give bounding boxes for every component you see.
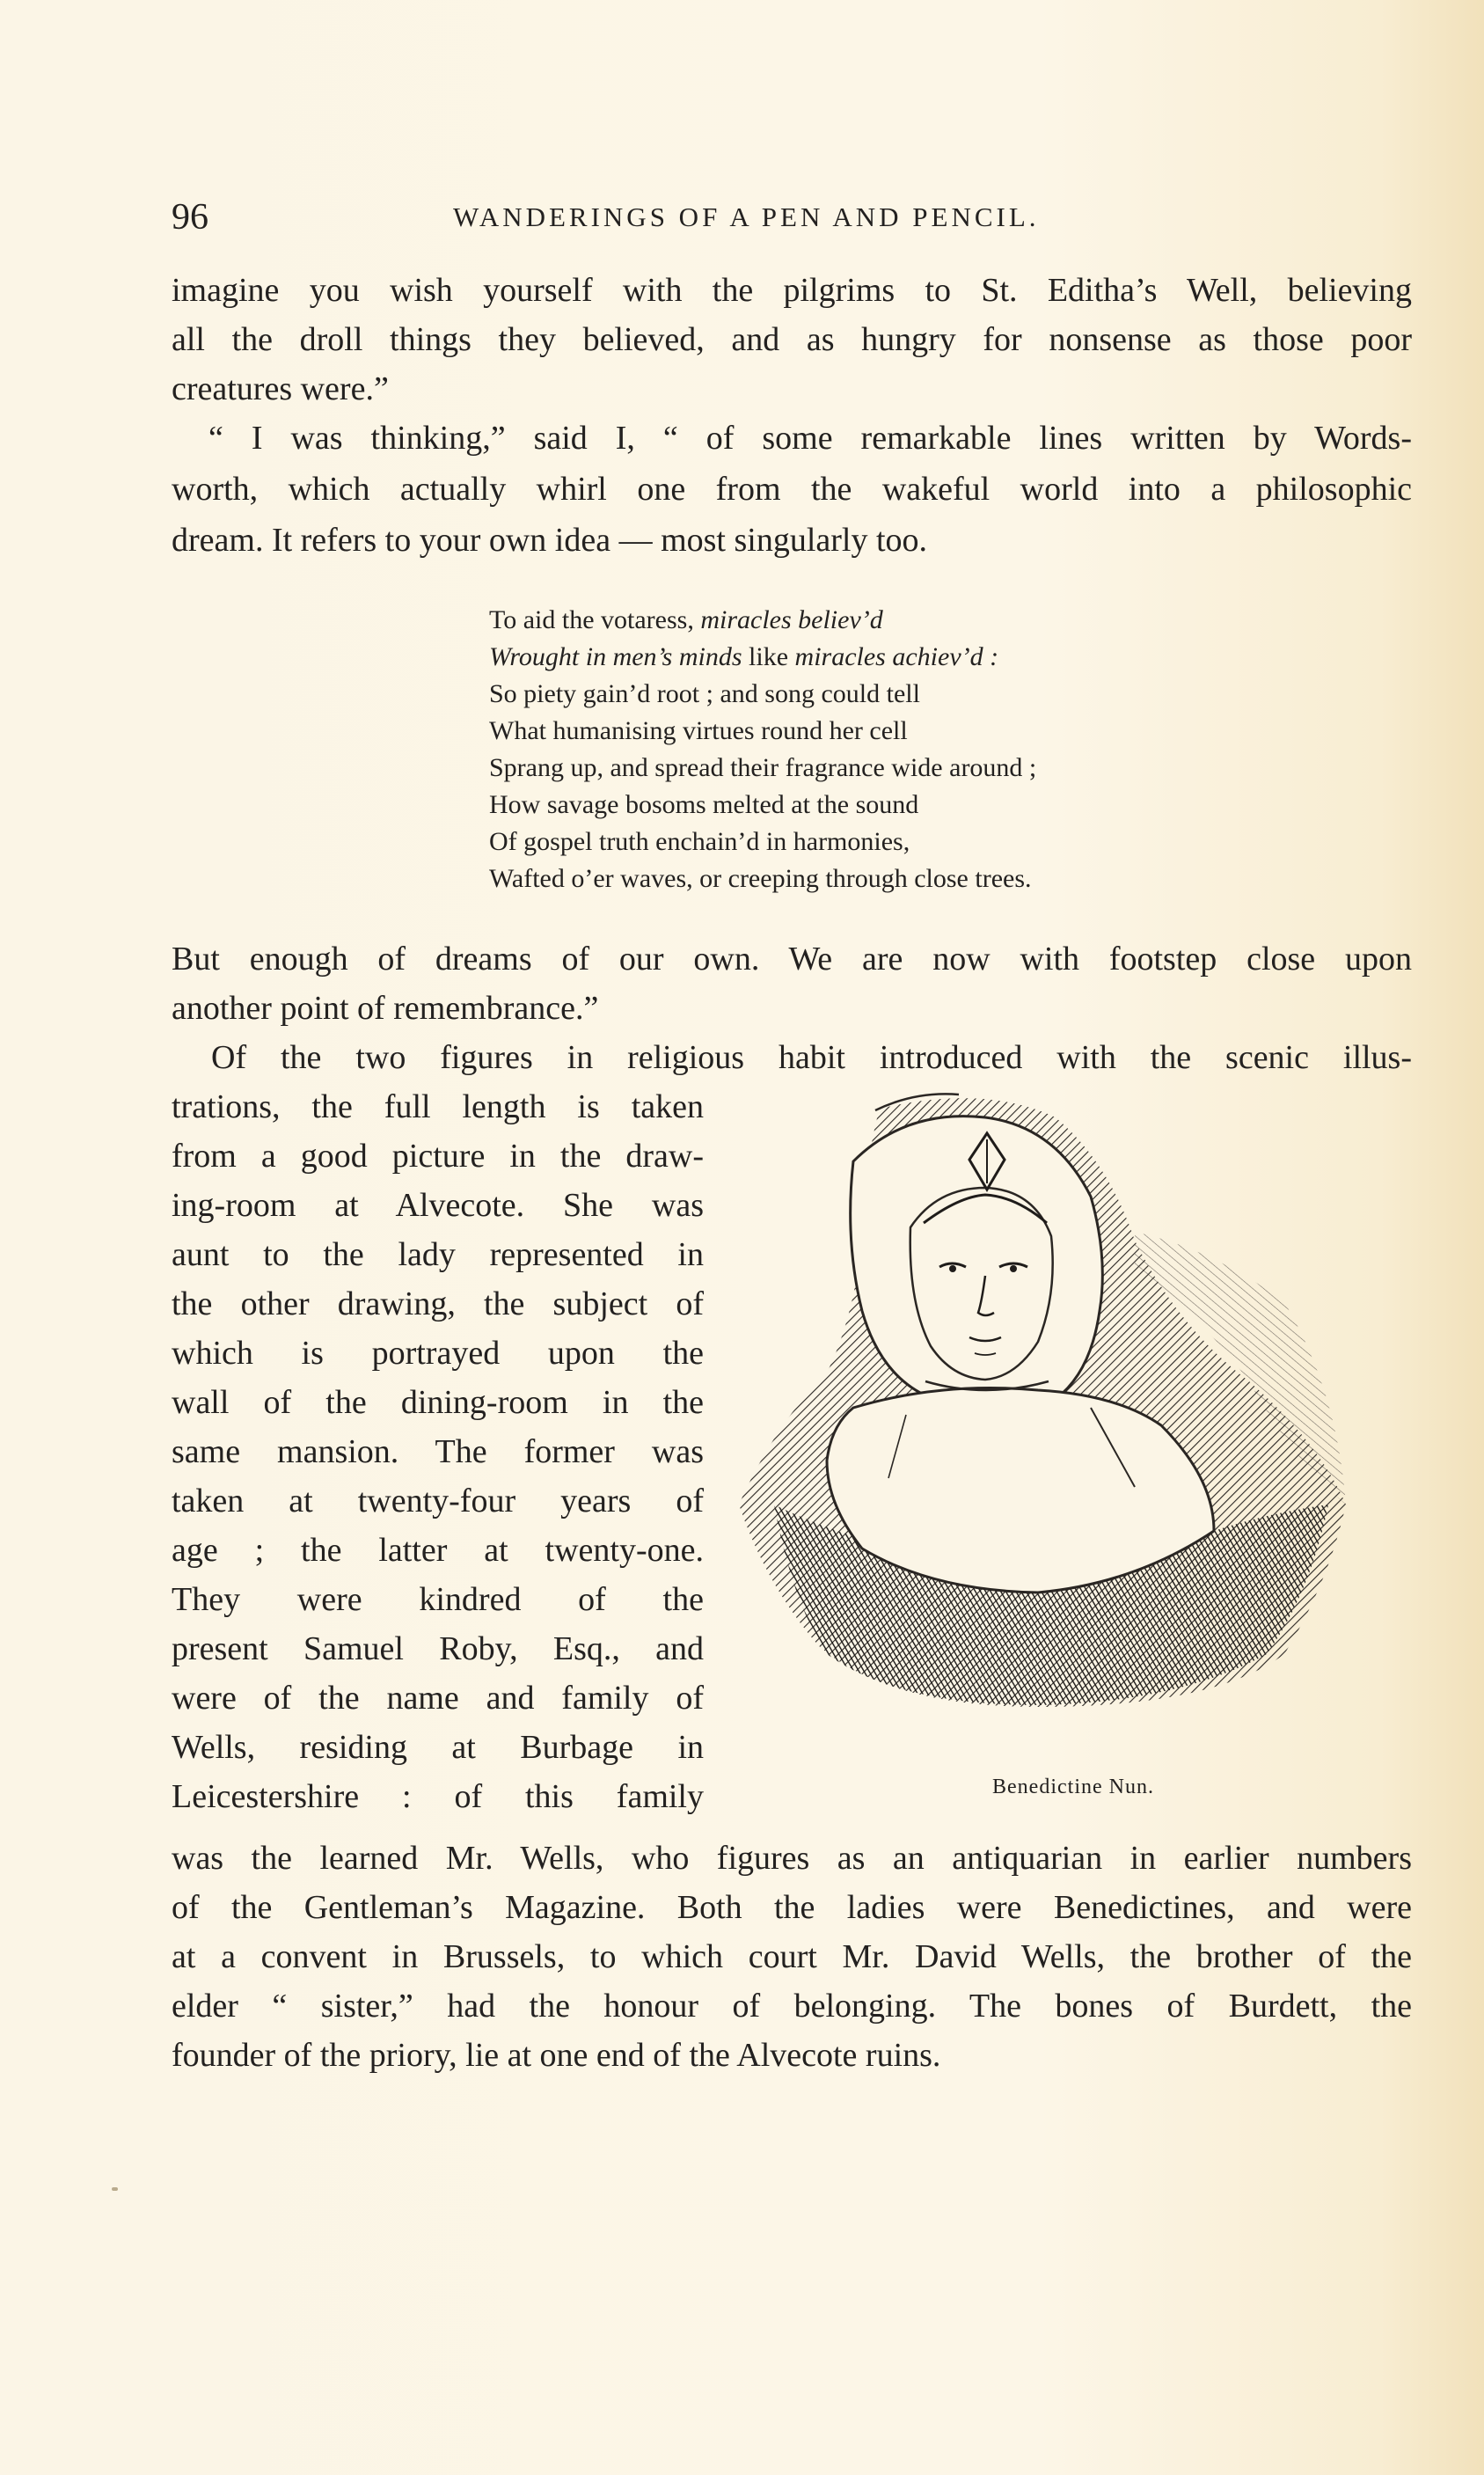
text-line: imagine you wish yourself with the pilgrims to St. Editha’s Well, believing [172,272,1412,309]
text-line: aunt to the lady represented in [172,1236,704,1273]
text-line: the other drawing, the subject of [172,1285,704,1322]
verse-line: Wrought in men’s minds like miracles achiev’d : [489,642,999,671]
text-line: all the droll things they believed, and as hungry for nonsense as those poor [172,321,1412,358]
text-line: Leicestershire : of this family [172,1778,704,1815]
verse-line: To aid the votaress, miracles believ’d [489,605,883,634]
verse-line: How savage bosoms melted at the sound [489,790,919,819]
text-line: was the learned Mr. Wells, who figures as an antiquarian in earlier numbers [172,1840,1412,1877]
text-line: from a good picture in the draw- [172,1138,704,1175]
text-line: Of the two figures in religious habit introduced with the scenic illus- [211,1039,1412,1076]
text-line: But enough of dreams of our own. We are now with footstep close upon [172,941,1412,978]
verse-line: What humanising virtues round her cell [489,716,908,745]
running-head: WANDERINGS OF A PEN AND PENCIL. [453,201,1040,232]
text-line: “ I was thinking,” said I, “ of some remarkable lines written by Words- [208,420,1412,457]
text-line: taken at twenty-four years of [172,1483,704,1519]
text-line: dream. It refers to your own idea — most singularly too. [172,522,928,559]
text-line: trations, the full length is taken [172,1088,704,1125]
text-line: They were kindred of the [172,1581,704,1618]
paper-speck [112,2187,118,2191]
text-line: wall of the dining-room in the [172,1384,704,1421]
text-line: another point of remembrance.” [172,990,599,1027]
page-header [172,195,1412,239]
verse-line: Wafted o’er waves, or creeping through close trees. [489,864,1032,893]
benedictine-nun-engraving [721,1091,1355,1768]
text-line: worth, which actually whirl one from the wakeful world into a philosophic [172,471,1412,508]
text-line: present Samuel Roby, Esq., and [172,1630,704,1667]
text-line: elder “ sister,” had the honour of belonging. The bones of Burdett, the [172,1988,1412,2025]
page-number: 96 [172,197,208,238]
text-line: ing-room at Alvecote. She was [172,1187,704,1224]
verse-line: So piety gain’d root ; and song could tell [489,679,920,708]
verse-line: Sprang up, and spread their fragrance wide around ; [489,753,1037,782]
verse-line: Of gospel truth enchain’d in harmonies, [489,827,910,856]
text-line: same mansion. The former was [172,1433,704,1470]
text-line: creatures were.” [172,370,389,407]
text-line: were of the name and family of [172,1680,704,1717]
text-line: age ; the latter at twenty-one. [172,1532,704,1569]
text-line: at a convent in Brussels, to which court Mr. David Wells, the brother of the [172,1938,1412,1975]
text-line: of the Gentleman’s Magazine. Both the ladies were Benedictines, and were [172,1889,1412,1926]
text-line: founder of the priory, lie at one end of the Alvecote ruins. [172,2037,941,2074]
text-line: which is portrayed upon the [172,1335,704,1372]
illustration-caption: Benedictine Nun. [992,1776,1154,1798]
text-line: Wells, residing at Burbage in [172,1729,704,1766]
